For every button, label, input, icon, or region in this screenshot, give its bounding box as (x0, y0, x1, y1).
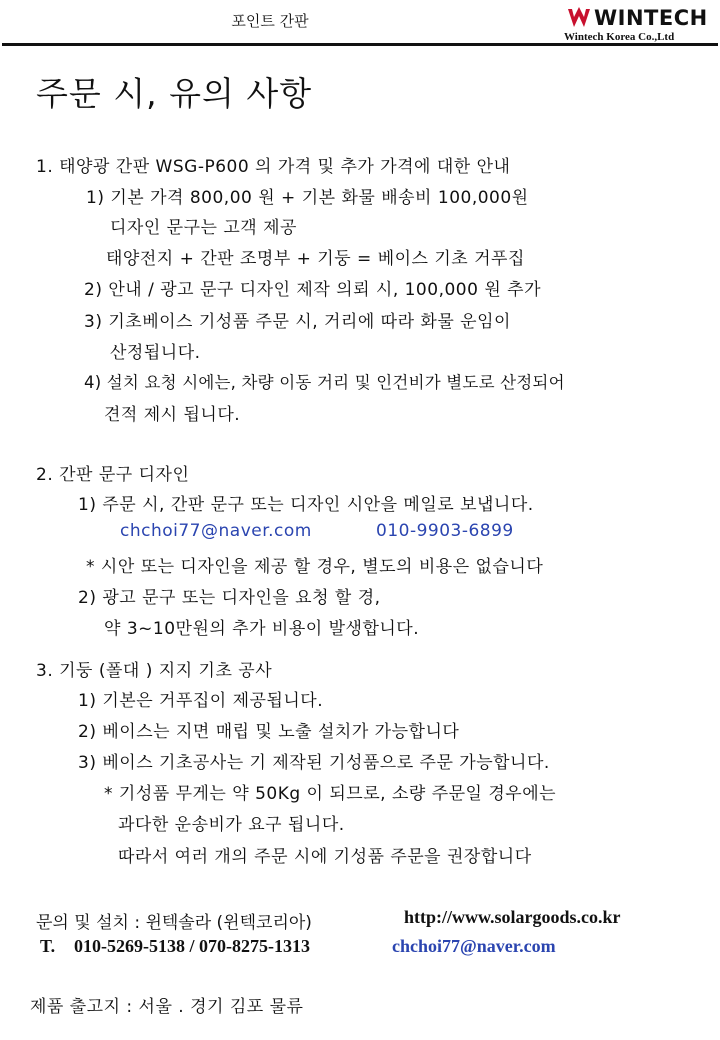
logo-subtitle: Wintech Korea Co.,Ltd (564, 31, 675, 43)
section3-item3: 3) 베이스 기초공사는 기 제작된 기성품으로 주문 가능합니다. (78, 753, 550, 773)
header-divider (2, 43, 718, 46)
section1-item4-line2: 견적 제시 됩니다. (104, 405, 241, 425)
company-logo (560, 4, 718, 44)
section2-item2-line1: 2) 광고 문구 또는 디자인을 요청 할 경, (78, 588, 381, 608)
footer-email[interactable]: chchoi77@naver.com (392, 936, 556, 956)
footer-warehouse: 제품 출고지 : 서울 . 경기 김포 물류 (30, 997, 304, 1017)
footer-tel: 010-5269-5138 / 070-8275-1313 (74, 936, 310, 956)
section2-item1: 1) 주문 시, 간판 문구 또는 디자인 시안을 메일로 보냅니다. (78, 495, 534, 515)
section1-item2: 2) 안내 / 광고 문구 디자인 제작 의뢰 시, 100,000 원 추가 (84, 280, 541, 300)
section1-item4-line1: 4) 설치 요청 시에는, 차량 이동 거리 및 인건비가 별도로 산정되어 (84, 373, 565, 392)
footer-tel-label: T. (40, 936, 56, 956)
section2-item2-line2: 약 3~10만원의 추가 비용이 발생합니다. (104, 619, 420, 639)
wintech-logo-icon (566, 6, 592, 30)
section2-heading: 2. 간판 문구 디자인 (36, 465, 190, 485)
section1-heading: 1. 태양광 간판 WSG-P600 의 가격 및 추가 가격에 대한 안내 (36, 157, 511, 177)
section2-note: * 시안 또는 디자인을 제공 할 경우, 별도의 비용은 없습니다 (86, 557, 544, 577)
section3-item2: 2) 베이스는 지면 매립 및 노출 설치가 가능합니다 (78, 722, 460, 742)
section1-item1-line1: 1) 기본 가격 800,00 원 + 기본 화물 배송비 100,000원 (86, 188, 529, 208)
page-title: 주문 시, 유의 사항 (36, 74, 313, 113)
footer-contact-label: 문의 및 설치 : 윈텍솔라 (윈텍코리아) (36, 913, 312, 933)
section3-heading: 3. 기둥 (폴대 ) 지지 기초 공사 (36, 661, 273, 681)
section3-note-line1: * 기성품 무게는 약 50Kg 이 되므로, 소량 주문일 경우에는 (104, 784, 557, 804)
footer-url[interactable]: http://www.solargoods.co.kr (404, 907, 621, 927)
section3-note-line2: 과다한 운송비가 요구 됩니다. (118, 815, 345, 835)
section3-note-line3: 따라서 여러 개의 주문 시에 기성품 주문을 권장합니다 (118, 847, 532, 867)
section1-item1-line3: 태양전지 + 간판 조명부 + 기둥 = 베이스 기초 거푸집 (106, 249, 525, 269)
section1-item3-line2: 산정됩니다. (110, 343, 201, 363)
section3-item1: 1) 기본은 거푸집이 제공됩니다. (78, 691, 324, 711)
section2-phone: 010-9903-6899 (376, 521, 514, 541)
section2-email: chchoi77@naver.com (120, 521, 312, 541)
header-title: 포인트 간판 (231, 12, 309, 30)
logo-text: WINTECH (594, 6, 708, 30)
section1-item3-line1: 3) 기초베이스 기성품 주문 시, 거리에 따라 화물 운임이 (84, 312, 511, 332)
section1-item1-line2: 디자인 문구는 고객 제공 (110, 218, 297, 238)
